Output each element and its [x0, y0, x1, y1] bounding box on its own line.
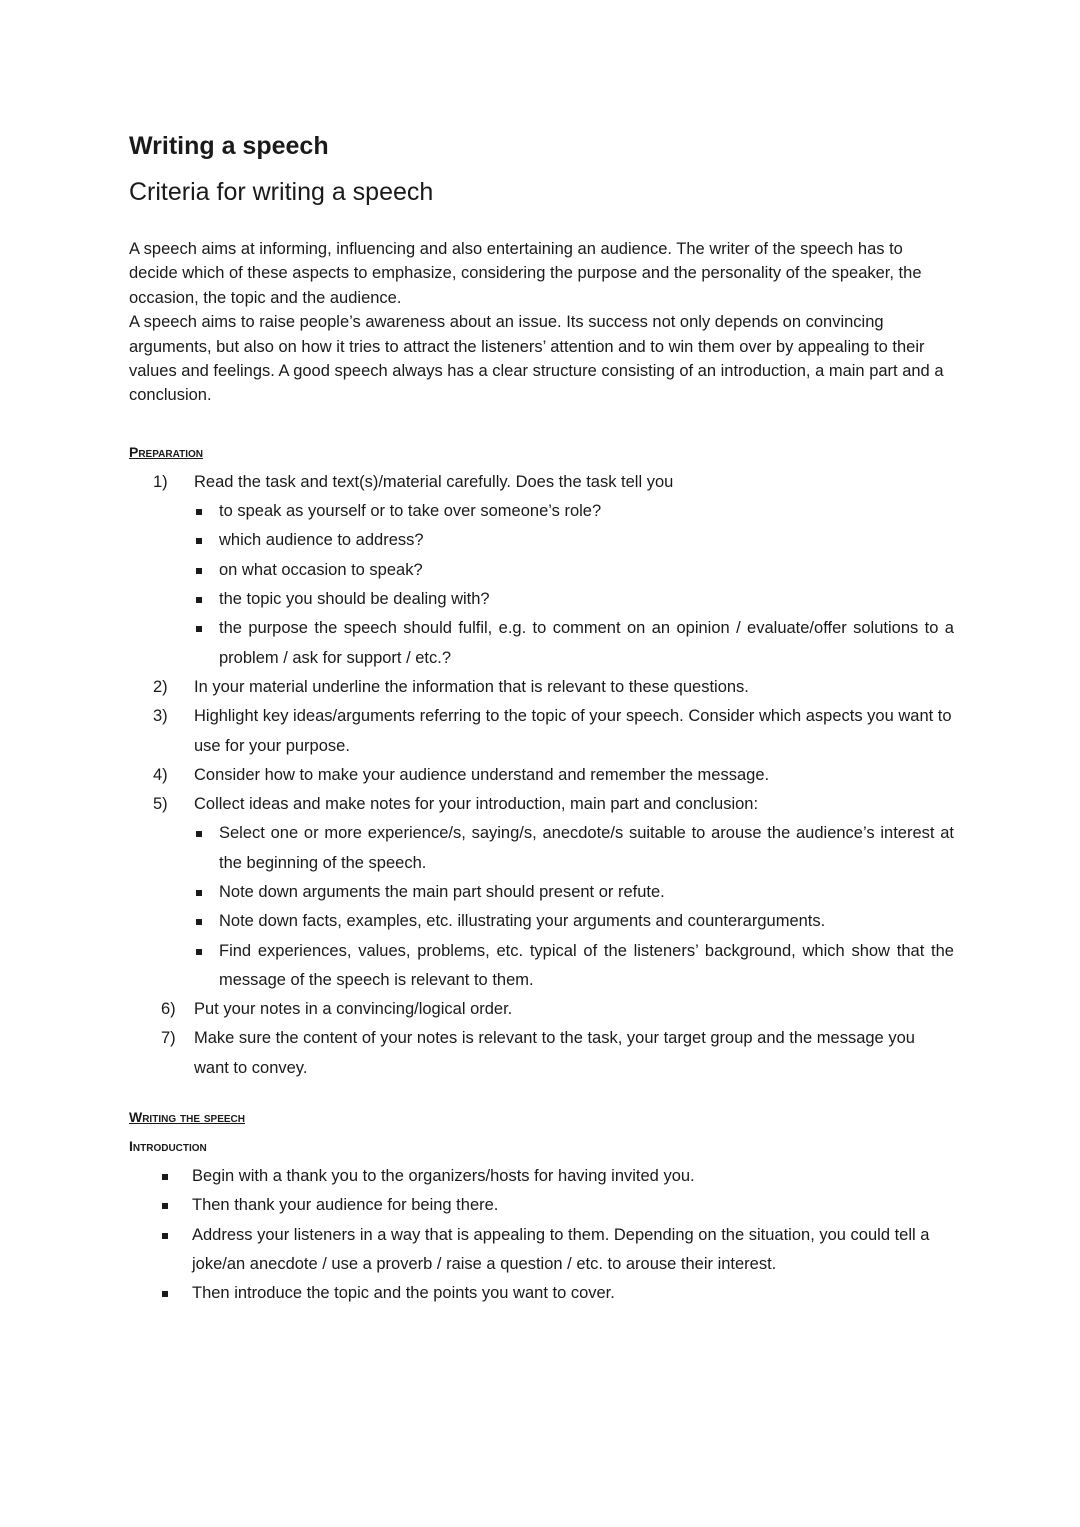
preparation-steps: [129, 468, 954, 1083]
preparation-step: [129, 761, 954, 790]
square-bullet-icon: [196, 509, 202, 515]
list-item-text: Note down arguments the main part should present or refute.: [219, 883, 665, 901]
list-item-text: Begin with a thank you to the organizers/hosts for having invited you.: [192, 1167, 695, 1186]
page-subtitle: Criteria for writing a speech: [129, 178, 434, 206]
list-item: [194, 497, 954, 526]
list-item-text: Address your listeners in a way that is appealing to them. Depending on the situation, you could tell a joke/an anecdote / use a proverb / raise a question / etc. to arouse their interest.: [192, 1225, 930, 1273]
step-number: 1): [153, 472, 168, 491]
step-text: Consider how to make your audience understand and remember the message.: [194, 765, 770, 784]
list-item: [129, 1279, 954, 1308]
square-bullet-icon: [196, 949, 202, 955]
list-item: [194, 585, 954, 614]
list-item: [129, 1221, 954, 1280]
step-text: Make sure the content of your notes is relevant to the task, your target group and the message you want to convey.: [194, 1029, 915, 1077]
step-number: 7): [161, 1029, 176, 1048]
preparation-section: [129, 442, 954, 1083]
preparation-step: [129, 1024, 954, 1083]
list-item-text: which audience to address?: [219, 531, 424, 550]
writing-heading: Writing the speech: [129, 1109, 246, 1126]
preparation-step: [129, 468, 954, 673]
square-bullet-icon: [196, 538, 202, 544]
list-item-text: Then thank your audience for being there.: [192, 1196, 499, 1215]
step-number: 4): [153, 765, 168, 784]
page-title: Writing a speech: [129, 132, 329, 160]
list-item-text: Find experiences, values, problems, etc. typical of the listeners’ background, which show that the message of the speech is relevant to them.: [219, 941, 954, 989]
square-bullet-icon: [162, 1291, 168, 1297]
document-page: [129, 128, 954, 1309]
list-item: [194, 819, 954, 878]
step-text: Highlight key ideas/arguments referring to the topic of your speech. Consider which aspects you want to use for your purpose.: [194, 707, 952, 755]
introduction-list: [129, 1162, 954, 1308]
list-item: [129, 1162, 954, 1191]
step-number: 2): [153, 677, 168, 696]
list-item-text: Then introduce the topic and the points you want to cover.: [192, 1284, 615, 1303]
step-text: In your material underline the information that is relevant to these questions.: [194, 677, 749, 696]
list-item-text: the topic you should be dealing with?: [219, 590, 490, 609]
square-bullet-icon: [162, 1233, 168, 1239]
square-bullet-icon: [196, 626, 202, 632]
square-bullet-icon: [196, 831, 202, 837]
list-item: [194, 907, 954, 936]
step-text: Collect ideas and make notes for your introduction, main part and conclusion:: [194, 795, 759, 814]
list-item-text: on what occasion to speak?: [219, 560, 423, 579]
list-item: [194, 526, 954, 555]
introduction-heading: Introduction: [129, 1138, 207, 1155]
step-number: 6): [161, 1000, 176, 1019]
list-item-text: Select one or more experience/s, saying/s, anecdote/s suitable to arouse the audience’s interest at the beginning of the speech.: [219, 824, 954, 872]
preparation-step: [129, 702, 954, 761]
list-item-text: the purpose the speech should fulfil, e.g. to comment on an opinion / evaluate/offer solutions to a problem / ask for support / etc.?: [219, 619, 954, 667]
list-item: [194, 614, 954, 673]
intro-text: [129, 237, 954, 408]
list-item: [129, 1191, 954, 1220]
preparation-step: [129, 790, 954, 995]
preparation-step: [129, 995, 954, 1024]
list-item: [194, 878, 954, 907]
square-bullet-icon: [196, 919, 202, 925]
preparation-step: [129, 673, 954, 702]
list-item: [194, 556, 954, 585]
step-number: 3): [153, 707, 168, 726]
square-bullet-icon: [162, 1203, 168, 1209]
square-bullet-icon: [196, 597, 202, 603]
square-bullet-icon: [162, 1174, 168, 1180]
intro-paragraph: A speech aims at informing, influencing and also entertaining an audience. The writer of the speech has to decide which of these aspects to emphasize, considering the purpose and the personality of the speaker, the occasion, the topic and the audience.: [129, 240, 922, 307]
step-bullets: [194, 819, 954, 995]
list-item: [194, 937, 954, 996]
step-number: 5): [153, 795, 168, 814]
list-item-text: to speak as yourself or to take over someone’s role?: [219, 502, 602, 521]
square-bullet-icon: [196, 890, 202, 896]
intro-paragraph: A speech aims to raise people’s awareness about an issue. Its success not only depends on convincing arguments, but also on how it tries to attract the listeners’ attention and to win them over by appealing to their values and feelings. A good speech always has a clear structure consisting of an introduction, a main part and a conclusion.: [129, 313, 944, 405]
list-item-text: Note down facts, examples, etc. illustrating your arguments and counterarguments.: [219, 912, 826, 931]
writing-section: [129, 1107, 954, 1308]
preparation-heading: Preparation: [129, 443, 203, 460]
step-text: Read the task and text(s)/material carefully. Does the task tell you: [194, 472, 674, 491]
step-text: Put your notes in a convincing/logical order.: [194, 1000, 513, 1019]
step-bullets: [194, 497, 954, 673]
square-bullet-icon: [196, 568, 202, 574]
